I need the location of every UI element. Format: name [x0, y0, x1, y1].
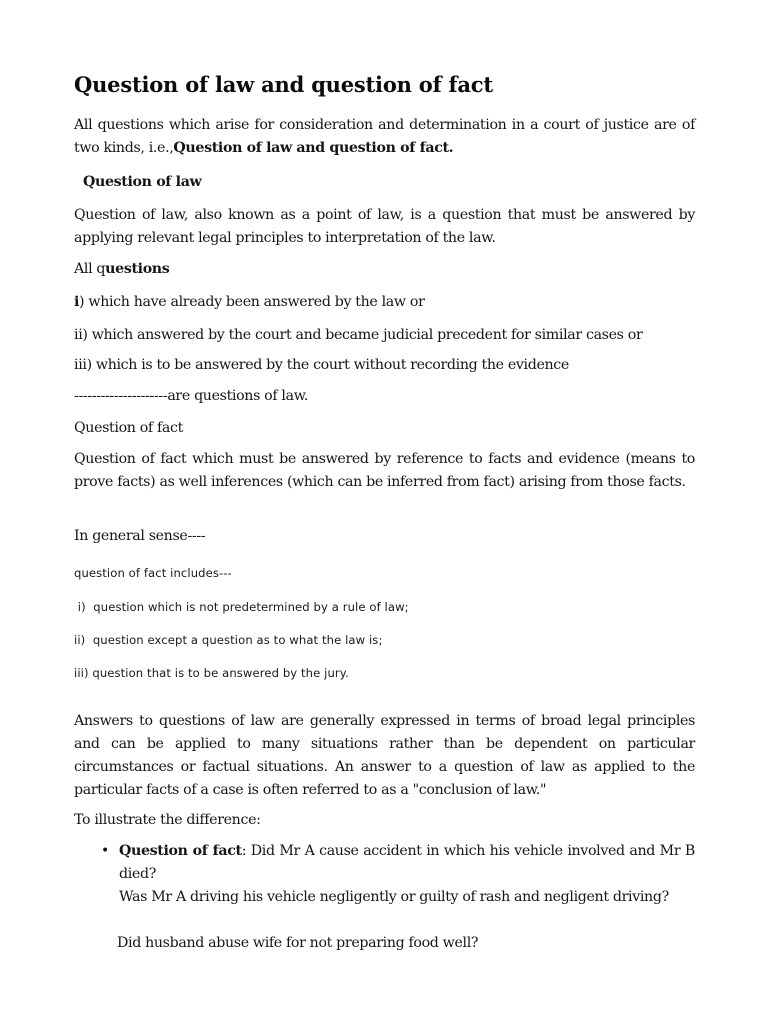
bullet-icon: •	[101, 843, 109, 859]
intro-bold-text: Question of law and question of fact.	[173, 140, 454, 156]
illustrate-label: To illustrate the difference:	[74, 812, 261, 828]
bullet-third-paragraph: Did husband abuse wife for not preparing food well?	[117, 935, 479, 951]
fact-item-1: i) question which is not predetermined by a rule of law;	[74, 600, 409, 614]
law-item-2: ii) which answered by the court and became judicial precedent for similar cases or	[74, 327, 643, 343]
bullet-label: Question of fact	[119, 843, 242, 859]
bullet-list-item	[74, 840, 695, 960]
section-heading-fact: Question of fact	[74, 420, 183, 436]
law-conclusion: ---------------------are questions of law.	[74, 388, 308, 404]
page-title: Question of law and question of fact	[74, 72, 493, 97]
fact-item-2: ii) question except a question as to what the law is;	[74, 633, 383, 647]
answers-paragraph: Answers to questions of law are generally expressed in terms of broad legal principles and can be applied to many situations rather than be dependent on particular circumstances or factual situations. An answer to a question of law as applied to the particular facts of a case is often referred to as a "conclusion of law."	[74, 713, 695, 798]
law-item-1: i) which have already been answered by the law or	[74, 294, 425, 310]
intro-paragraph	[74, 114, 695, 160]
fact-definition-paragraph: Question of fact which must be answered by reference to facts and evidence (means to prove facts) as well inferences (which can be inferred from fact) arising from those facts.	[74, 451, 695, 490]
section-heading-law: Question of law	[83, 174, 202, 190]
fact-item-3: iii) question that is to be answered by the jury.	[74, 666, 349, 680]
bullet-first-paragraph: Question of fact: Did Mr A cause accident in which his vehicle involved and Mr B died?	[119, 843, 695, 882]
bullet-second-paragraph: Was Mr A driving his vehicle negligently or guilty of rash and negligent driving?	[119, 889, 669, 905]
fact-includes-label: question of fact includes---	[74, 566, 232, 580]
all-questions-label: All questions	[74, 261, 170, 277]
law-item-3: iii) which is to be answered by the court without recording the evidence	[74, 357, 569, 373]
general-sense-label: In general sense----	[74, 528, 206, 544]
intro-text: All questions which arise for consideration and determination in a court of justice are of two kinds, i.e.,	[74, 117, 695, 156]
law-definition-paragraph: Question of law, also known as a point of law, is a question that must be answered by applying relevant legal principles to interpretation of the law.	[74, 207, 695, 246]
